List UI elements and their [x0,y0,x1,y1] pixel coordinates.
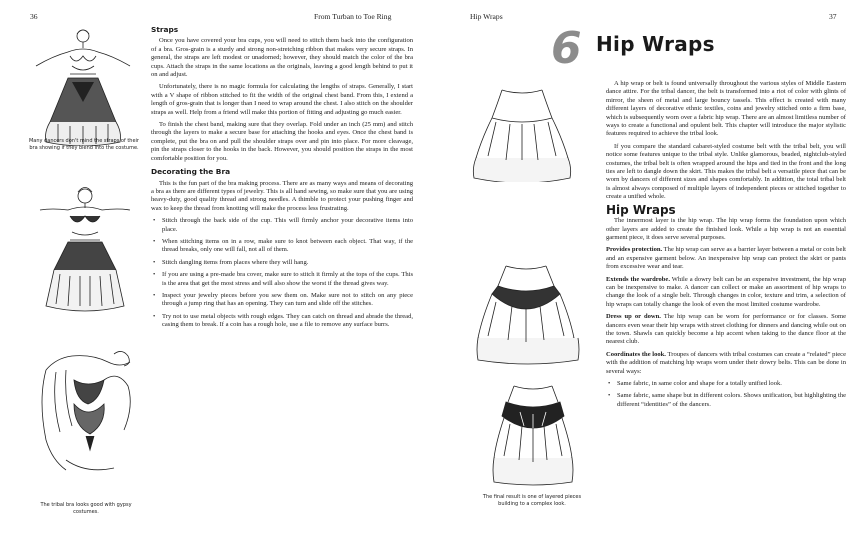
lead-text: The hip wrap can be worn for performance or for classes. Some dancers even wear their hip wraps with street clothing for dinners and dancing while out on the town. Shawls can quickly become a hip accent when taking to the dance floor at the nearest club. [606,313,846,346]
caption-tribal-bra: The tribal bra looks good with gypsy costumes. [40,502,132,515]
lead-item-protection [606,246,846,271]
page-number-left: 36 [30,12,38,21]
coordinate-bullets [606,380,846,409]
running-head-left: From Turban to Toe Ring [314,12,392,21]
hip-wraps-paragraph: The innermost layer is the hip wrap. The hip wrap forms the foundation upon which other layers are added to create the finished look. While a hip wrap is not an essential garment piece, it does serve several purposes. [606,217,846,241]
straps-heading: Straps [151,25,179,34]
lead-term: Coordinates the look. [606,350,666,358]
list-item: • If you are using a pre-made bra cover, make sure to stitch it firmly at the tops of the cups. This is the area that get the most stress and will also show the worst if the thread gives way. [162,271,413,288]
skirt-illustration-1 [466,86,578,182]
decorating-heading: Decorating the Bra [151,167,231,177]
chapter-title: Hip Wraps [596,32,715,56]
skirt-illustration-2 [472,262,582,366]
decorating-paragraph: This is the fun part of the bra making process. There are as many ways and means of decorating a bra as there are different types of jewelry. This is all hand sewing, so make sure that you are using heavy-duty, good quality thread and strong needles. A thimble to protect your pushing finger and wax to keep the thread from knotting will make the process less frustrating. [151,179,413,212]
lead-term: Extends the wardrobe. [606,275,670,283]
decorating-bullets [151,217,413,329]
straps-paragraph-2: Unfortunately, there is no magic formula for calculating the lengths of straps. Generally, I start with a V shape of ribbon stitched to fit the width of the original chest band. From this, I extend a length of gros-grain that is longer than I need to wrap around the chest. I also stitch on the shoulder straps as well. Help from a friend will make this portion of fitting and adjusting go much easier. [151,83,413,116]
intro-paragraph-2: If you compare the standard cabaret-styled costume belt with the tribal belt, you will notice some features unique to the tribal style. Unlike glamorous, beaded, nightclub-styled costumes, the tribal belt is often wrapped around the hips and tied in the front and the long ties are left to dangle down the skirt. This makes the tribal belt a versatile piece that can be worn by dancers of different sizes and shapes comfortably. In addition, the total tribal belt is almost always composed of multiple layers of independent pieces or stitched together to create a unified whole. [606,142,846,201]
straps-paragraph-3: To finish the chest band, making sure that they overlap. Fold under an inch (25 mm) and stitch through the layers to make a secure base for attaching the hooks and eyes. Once the chest band is complete, put the bra on and pull the shoulder straps over and pin into place. For more cleavage, pin the straps closer to the hooks in the back. However, you should position the straps in the most comfortable position for you. [151,121,413,162]
skirt-illustration-3 [490,382,576,486]
bra-illustration-middle [30,186,140,316]
list-item: • Stitch through the back side of the cup. This will firmly anchor your decorative items into place. [162,217,413,234]
lead-text: The hip wrap can serve as a barrier layer between a metal or coin belt and an expensive garment below. An inexpensive hip wrap can protect the skirt or pants from excessive wear and tear. [606,246,846,271]
intro-paragraph-1: A hip wrap or belt is found universally throughout the various styles of Middle Eastern dance attire. For the tribal dancer, the belt is transformed into a riot of color with glints of mirror, the sheen of metal and large bouncy tassels. This effect is created with many different layers of decorative ethnic textiles, coins and jewelry stitched onto a firm base, which is subsequently worn over a fabric hip wrap. There are an almost limitless number of ways to create a functional and opulent belt. This chapter will introduce the major stylistic features required to achieve the tribal look. [606,80,846,138]
lead-item-dress [606,313,846,347]
chapter-number: 6 [551,23,582,74]
caption-layered: The final result is one of layered pieces building to a complex look. [482,494,582,507]
tribal-bra-illustration [26,340,142,490]
list-item: • When stitching items on in a row, make sure to knot between each object. That way, if the thread breaks, only one will fall, not all of them. [162,238,413,255]
list-item: • Same fabric, in same color and shape for a totally unified look. [617,380,846,388]
page-number-right: 37 [829,12,837,21]
list-item: • Try not to use metal objects with rough edges. They can catch on thread and abrade the thread, casing them to break. If a coin has a rough hole, use a file to remove any surface burrs. [162,313,413,330]
running-head-right: Hip Wraps [470,12,503,21]
caption-straps: Many dancers don't mind the straps of their bra showing if they blend into the costume. [28,138,139,151]
lead-term: Provides protection. [606,246,663,254]
right-text-column [606,80,846,413]
list-item: • Same fabric, same shape but in different colors. Shows unification, but highlighting the different “identities” of the dancers. [617,392,846,409]
lead-item-coordinates [606,351,846,376]
lead-item-wardrobe [606,276,846,310]
lead-text: Troupes of dancers with tribal costumes can create a “related” piece with the addition of matching hip wraps worn under their dowry belts. This can be done in several ways: [606,350,846,375]
straps-paragraph-1: Once you have covered your bra cups, you will need to stitch them back into the configuration of a bra. Gros-grain is a sturdy and strong non-stretching ribbon that makes very secure straps. In general, the straps are left modest or unadorned; however, they should match the color of the bra cups. Attach the straps in the same locations as the originals, leaving a good length behind to put it on and adjust. [151,37,413,79]
lead-term: Dress up or down. [606,313,661,321]
right-page [432,0,864,540]
lead-text: While a dowry belt can be an expensive investment, the hip wrap can be inexpensive to make. A dancer can collect or make an assortment of hip wraps to change the look of a single belt. Through changes in color, texture and trim, a selection of hip wraps can totally change the look of even the most limited costume wardrobe. [606,275,846,308]
left-text-column [151,26,413,334]
list-item: • Inspect your jewelry pieces before you sew them on. Make sure not to stitch on any piece through a jump ring that has an opening. They can turn and slide off the stitches. [162,292,413,309]
hip-wraps-heading: Hip Wraps [606,202,676,217]
bra-illustration-top [28,26,138,146]
list-item: • Stitch dangling items from places where they will hang. [162,259,413,267]
